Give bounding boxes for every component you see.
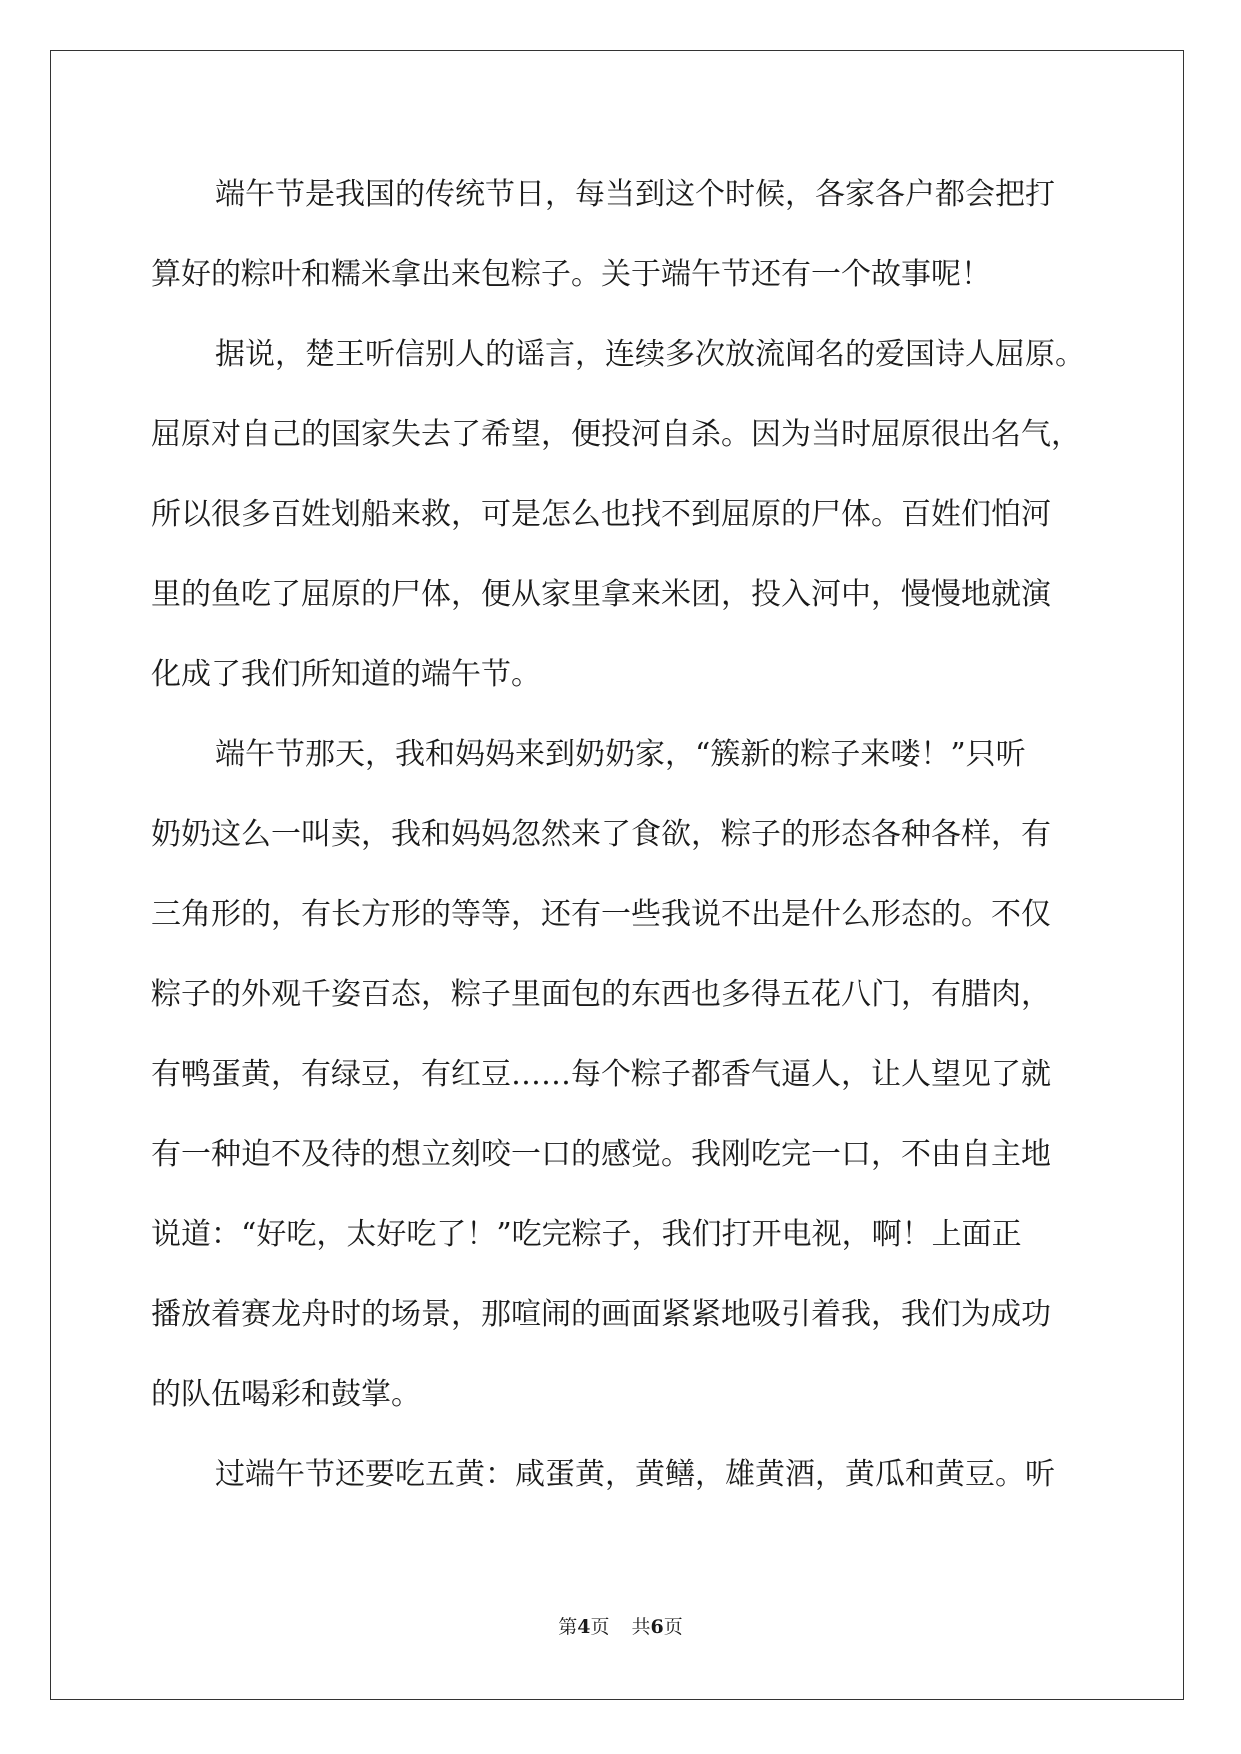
paragraph-3-line-1: 端午节那天，我和妈妈来到奶奶家，“簇新的粽子来喽！”只听: [215, 737, 1026, 772]
paragraph-4-line-1: 过端午节还要吃五黄：咸蛋黄，黄鳝，雄黄酒，黄瓜和黄豆。听: [215, 1457, 1055, 1492]
document-body: [151, 155, 1091, 1515]
paragraph-2-line-1: 据说，楚王听信别人的谣言，连续多次放流闻名的爱国诗人屈原。: [215, 337, 1085, 372]
paragraph-2-line-3: 所以很多百姓划船来救，可是怎么也找不到屈原的尸体。百姓们怕河: [151, 497, 1051, 532]
paragraph-3-line-2: 奶奶这么一叫卖，我和妈妈忽然来了食欲，粽子的形态各种各样，有: [151, 817, 1051, 852]
paragraph-2-line-2: 屈原对自己的国家失去了希望，便投河自杀。因为当时屈原很出名气，: [151, 417, 1081, 452]
paragraph-3-line-3: 三角形的，有长方形的等等，还有一些我说不出是什么形态的。不仅: [151, 897, 1051, 932]
total-pages: 6: [650, 1616, 664, 1638]
paragraph-3-line-4: 粽子的外观千姿百态，粽子里面包的东西也多得五花八门，有腊肉，: [151, 977, 1051, 1012]
paragraph-3-line-7: 说道：“好吃，太好吃了！”吃完粽子，我们打开电视，啊！上面正: [151, 1217, 1022, 1252]
paragraph-3-line-8: 播放着赛龙舟时的场景，那喧闹的画面紧紧地吸引着我，我们为成功: [151, 1297, 1051, 1332]
paragraph-3-line-6: 有一种迫不及待的想立刻咬一口的感觉。我刚吃完一口，不由自主地: [151, 1137, 1051, 1172]
page-suffix: 页: [590, 1616, 610, 1638]
page-prefix: 第: [558, 1616, 578, 1638]
paragraph-1-line-2: 算好的粽叶和糯米拿出来包粽子。关于端午节还有一个故事呢！: [151, 257, 991, 292]
paragraph-2-line-4: 里的鱼吃了屈原的尸体，便从家里拿来米团，投入河中，慢慢地就演: [151, 577, 1051, 612]
paragraph-2-line-5: 化成了我们所知道的端午节。: [151, 657, 541, 692]
page-footer: [0, 1612, 1241, 1639]
total-suffix: 页: [663, 1616, 683, 1638]
paragraph-3-line-9: 的队伍喝彩和鼓掌。: [151, 1377, 421, 1412]
paragraph-3-line-5: 有鸭蛋黄，有绿豆，有红豆……每个粽子都香气逼人，让人望见了就: [151, 1057, 1051, 1092]
paragraph-1-line-1: 端午节是我国的传统节日，每当到这个时候，各家各户都会把打: [215, 177, 1055, 212]
page-number: 4: [577, 1616, 591, 1638]
total-prefix: 共: [631, 1616, 651, 1638]
